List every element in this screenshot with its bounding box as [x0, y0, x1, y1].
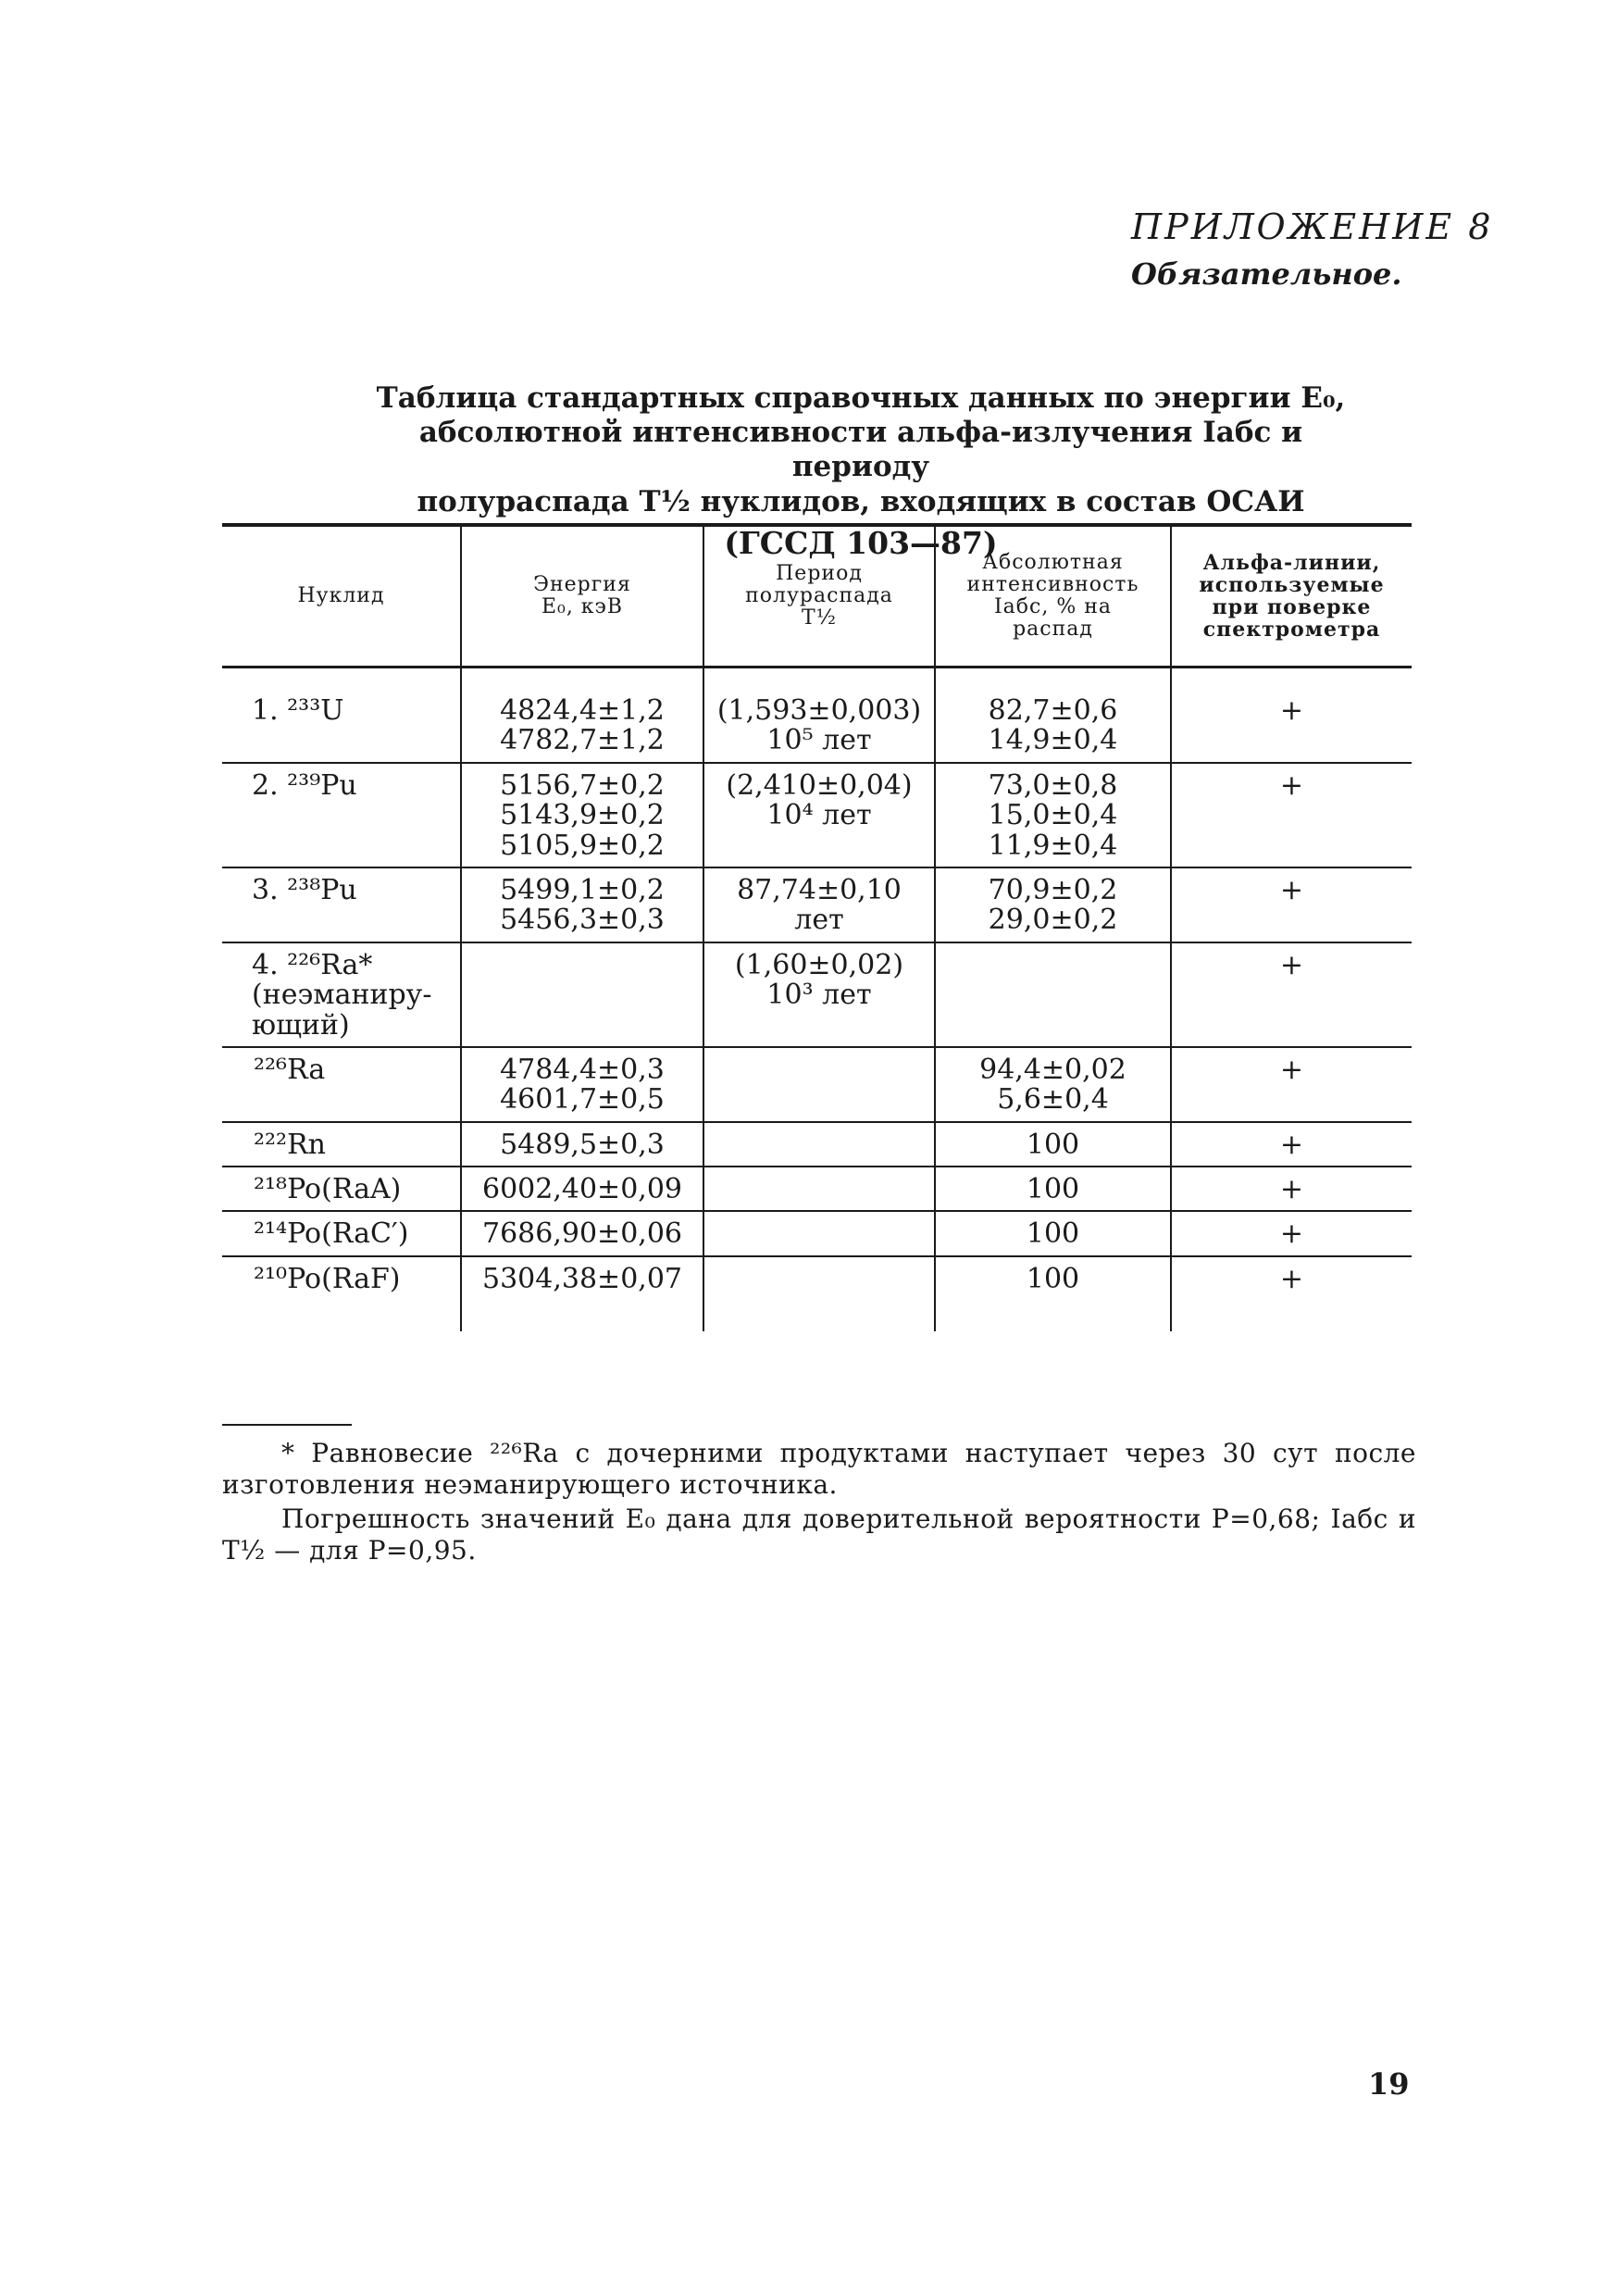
page-number: 19: [1368, 2066, 1410, 2102]
cell-half-life: (1,60±0,02) 10³ лет: [703, 942, 935, 1047]
cell-energy: 5499,1±0,2 5456,3±0,3: [461, 867, 703, 942]
cell-half-life: [703, 1047, 935, 1122]
table-header-row: [222, 525, 1412, 668]
cell-intensity: 100: [935, 1256, 1171, 1331]
cell-intensity: 100: [935, 1122, 1171, 1167]
header-half-life: Период полураспада T½: [703, 525, 935, 668]
cell-energy: 4824,4±1,2 4782,7±1,2: [461, 668, 703, 763]
table-row: [222, 1256, 1412, 1331]
appendix-status: Обязательное.: [1131, 256, 1402, 292]
nuclide-data-table: [222, 523, 1412, 1331]
cell-half-life: (2,410±0,04) 10⁴ лет: [703, 763, 935, 867]
table-row: [222, 1167, 1412, 1211]
cell-nuclide: ²²²Rn: [222, 1122, 461, 1167]
footnotes: [222, 1438, 1416, 1569]
table-row: [222, 1211, 1412, 1255]
cell-half-life: [703, 1167, 935, 1211]
cell-alpha-line-mark: +: [1171, 1211, 1412, 1255]
header-nuclide: Нуклид: [222, 525, 461, 668]
table-row: [222, 942, 1412, 1047]
header-alpha-lines: Альфа-линии, используемые при поверке спектрометра: [1171, 525, 1412, 668]
header-energy: Энергия E₀, кэВ: [461, 525, 703, 668]
cell-energy: 5489,5±0,3: [461, 1122, 703, 1167]
cell-half-life: [703, 1211, 935, 1255]
table-row: [222, 763, 1412, 867]
cell-energy: 7686,90±0,06: [461, 1211, 703, 1255]
appendix-label: ПРИЛОЖЕНИЕ 8: [1131, 206, 1494, 247]
cell-intensity: 94,4±0,02 5,6±0,4: [935, 1047, 1171, 1122]
footnote-uncertainty: Погрешность значений E₀ дана для доверительной вероятности P=0,68; Iабс и T½ — для P=0,95.: [222, 1504, 1416, 1566]
cell-intensity: 82,7±0,6 14,9±0,4: [935, 668, 1171, 763]
cell-alpha-line-mark: +: [1171, 942, 1412, 1047]
table-row: [222, 1047, 1412, 1122]
cell-nuclide: ²²⁶Ra: [222, 1047, 461, 1122]
title-line: полураспада T½ нуклидов, входящих в состав ОСАИ: [417, 484, 1305, 518]
cell-half-life: 87,74±0,10 лет: [703, 867, 935, 942]
title-line: (ГССД 103—87): [724, 524, 998, 561]
cell-energy: 5156,7±0,2 5143,9±0,2 5105,9±0,2: [461, 763, 703, 867]
cell-alpha-line-mark: +: [1171, 668, 1412, 763]
cell-intensity: 100: [935, 1167, 1171, 1211]
cell-nuclide: ²¹⁰Po(RaF): [254, 1262, 401, 1295]
cell-nuclide: 3. ²³⁸Pu: [222, 867, 461, 942]
cell-intensity: [935, 942, 1171, 1047]
footnote-equilibrium: * Равновесие ²²⁶Ra с дочерними продуктами наступает через 30 сут после изготовления неэманирующего источника.: [222, 1438, 1416, 1500]
table-row: [222, 1122, 1412, 1167]
appendix-header: [1131, 206, 1493, 293]
cell-nuclide: 4. ²²⁶Ra* (неэманиру- ющий): [222, 942, 461, 1047]
cell-half-life: [703, 1122, 935, 1167]
cell-energy: [461, 942, 703, 1047]
title-line: абсолютной интенсивности альфа-излучения Iабс и периоду: [418, 416, 1303, 484]
cell-half-life: [703, 1256, 935, 1331]
cell-energy: 6002,40±0,09: [461, 1167, 703, 1211]
cell-half-life: (1,593±0,003) 10⁵ лет: [703, 668, 935, 763]
cell-energy: 4784,4±0,3 4601,7±0,5: [461, 1047, 703, 1122]
cell-intensity: 70,9±0,2 29,0±0,2: [935, 867, 1171, 942]
cell-alpha-line-mark: +: [1171, 1047, 1412, 1122]
cell-intensity: 73,0±0,8 15,0±0,4 11,9±0,4: [935, 763, 1171, 867]
table-row: [222, 668, 1412, 763]
cell-nuclide: ²¹⁸Po(RaA): [222, 1167, 461, 1211]
cell-alpha-line-mark: +: [1171, 867, 1412, 942]
cell-nuclide: ²¹⁴Po(RaC′): [222, 1211, 461, 1255]
title-line: Таблица стандартных справочных данных по энергии E₀,: [376, 381, 1346, 415]
cell-nuclide: 1. ²³³U: [222, 668, 461, 763]
footnote-divider: [222, 1424, 352, 1426]
cell-alpha-line-mark: +: [1171, 1167, 1412, 1211]
cell-alpha-line-mark: +: [1171, 1256, 1412, 1331]
cell-energy: 5304,38±0,07: [461, 1256, 703, 1331]
cell-alpha-line-mark: +: [1171, 763, 1412, 867]
header-intensity: Абсолютная интенсивность Iабс, % на распад: [935, 525, 1171, 668]
cell-alpha-line-mark: +: [1171, 1122, 1412, 1167]
cell-intensity: 100: [935, 1211, 1171, 1255]
table-row: [222, 867, 1412, 942]
cell-nuclide: 2. ²³⁹Pu: [222, 763, 461, 867]
